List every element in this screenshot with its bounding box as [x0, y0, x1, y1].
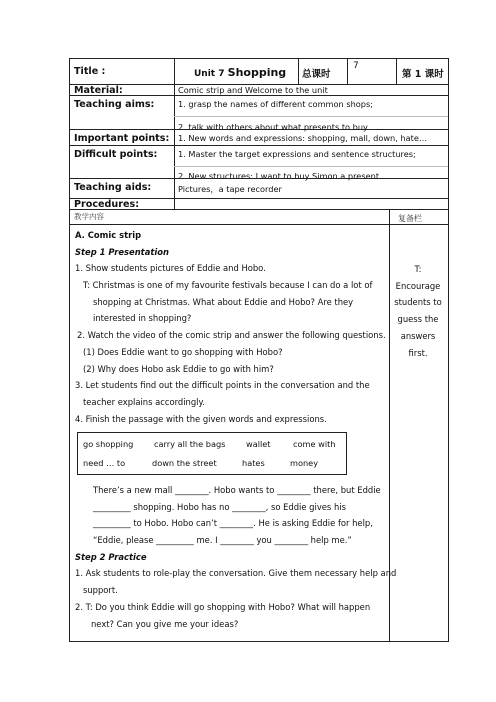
word-bank-item: down the street [152, 458, 217, 468]
step-heading: Step 2 Practice [75, 551, 147, 562]
notes-header: 复备栏 [398, 214, 422, 223]
section-heading: A. Comic strip [75, 230, 142, 240]
info-row-teaching-aims [69, 95, 449, 132]
content-line: 1. Show students pictures of Eddie and Hobo. [75, 263, 266, 274]
passage-line: _________ to Hobo. Hobo can’t ________. He is asking Eddie for help, [93, 518, 373, 529]
fill-in-passage [75, 482, 396, 632]
info-value-line: 1. grasp the names of different common shops; [178, 99, 374, 109]
note-line: students to [394, 297, 442, 308]
unit-name: Shopping [227, 66, 287, 79]
word-bank-item: go shopping [83, 439, 134, 449]
note-line: T: [414, 264, 422, 274]
passage-line: _________ shopping. Hobo has no ________, so Eddie gives his [93, 501, 346, 512]
note-line: first. [408, 347, 428, 358]
procedures-row [69, 198, 449, 209]
content-line: 4. Finish the passage with the given words and expressions. [75, 413, 327, 424]
unit-prefix: Unit 7 [194, 69, 228, 79]
content-line: teacher explains accordingly. [83, 396, 205, 407]
content-line: (1) Does Eddie want to go shopping with Hobo? [83, 346, 283, 357]
content-line: 2. T: Do you think Eddie will go shopping with Hobo? What will happen [75, 601, 371, 612]
info-value-line: 2. New structures: I want to buy Simon a present… [174, 166, 448, 188]
content-line: next? Can you give me your ideas? [91, 618, 239, 629]
content-header-row [69, 209, 449, 224]
word-bank-item: come with [293, 439, 336, 449]
passage-line: “Eddie, please _________ me. I ________ you ________ help me.” [93, 535, 352, 546]
info-label: Material: [74, 85, 123, 96]
info-value-line: 2. talk with others about what presents to buy. [174, 116, 448, 140]
procedures-label: Procedures: [74, 199, 140, 210]
word-bank-item: carry all the bags [154, 439, 226, 449]
notes-column [388, 261, 448, 361]
content-line: 1. Ask students to role-play the conversation. Give them necessary help and [75, 568, 397, 579]
info-row-difficult-points [69, 145, 449, 181]
info-label: Teaching aids: [74, 182, 152, 193]
content-line: 3. Let students find out the difficult points in the conversation and the [75, 380, 370, 391]
title-row [69, 58, 449, 84]
word-bank-item: need … to [83, 458, 126, 468]
note-line: Encourage [395, 280, 441, 291]
word-bank-item: money [290, 458, 319, 468]
info-row-material [69, 84, 449, 95]
info-label: Teaching aims: [74, 99, 155, 110]
content-line: T: Christmas is one of my favourite festivals because I can do a lot of [83, 280, 373, 291]
lesson-plan-table [69, 58, 449, 642]
content-line: interested in shopping? [93, 313, 192, 324]
content-line: support. [83, 585, 118, 596]
step-heading: Step 1 Presentation [75, 246, 169, 257]
word-bank-item: hates [242, 458, 265, 468]
word-bank-item: wallet [246, 439, 271, 449]
word-bank-box [77, 432, 347, 475]
note-line: guess the [397, 314, 439, 325]
content-header: 教学内容 [74, 212, 104, 221]
total-periods-value: 7 [353, 61, 359, 71]
info-label: Important points: [74, 133, 170, 144]
content-line: 2. Watch the video of the comic strip and answer the following questions. [77, 330, 386, 341]
content-line: shopping at Christmas. What about Eddie and Hobo? Are they [93, 296, 354, 307]
content-line: (2) Why does Hobo ask Eddie to go with him? [83, 363, 274, 374]
period-label: 第 1 课时 [402, 69, 444, 80]
info-row-teaching-aids [69, 178, 449, 198]
unit-title [174, 59, 298, 84]
title-label: Title : [74, 66, 106, 77]
note-line: answers [400, 330, 436, 341]
info-value: Pictures，a tape recorder [178, 184, 282, 194]
info-value-line: 1. Master the target expressions and sentence structures; [178, 149, 416, 159]
total-periods-label: 总课时 [302, 69, 331, 80]
content-body-row [69, 224, 449, 642]
info-value: Comic strip and Welcome to the unit [178, 85, 328, 95]
passage-line: There’s a new mall ________. Hobo wants to ________ there, but Eddie [93, 485, 381, 495]
lesson-content [75, 227, 386, 427]
info-label: Difficult points: [74, 149, 158, 160]
info-value: 1. New words and expressions: shopping, mall, down, hate… [178, 133, 428, 143]
info-row-important-points [69, 129, 449, 145]
